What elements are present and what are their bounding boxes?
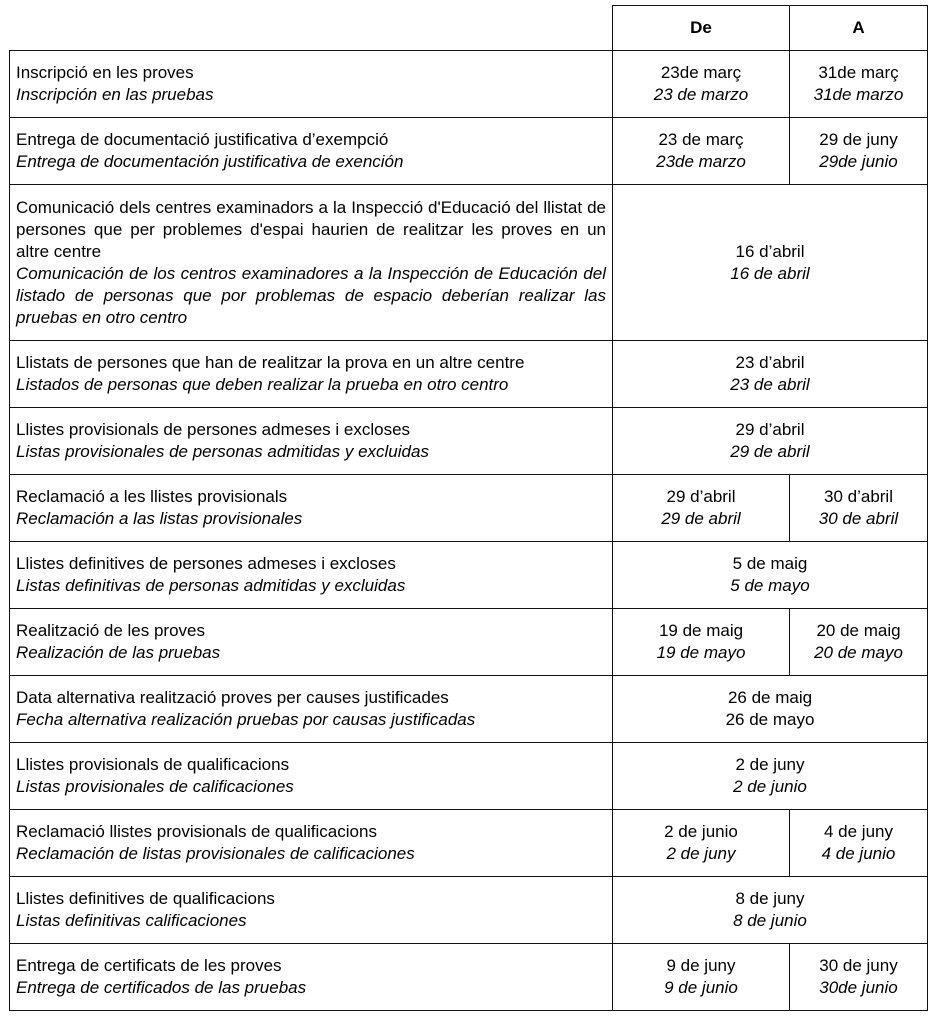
date-from: [613, 118, 790, 185]
date-from-spanish: 19 de mayo: [656, 643, 746, 662]
row-label: [10, 118, 613, 185]
date-spanish: 5 de mayo: [730, 576, 810, 595]
date-from-spanish: 9 de junio: [664, 978, 738, 997]
label-spanish: Listas provisionales de calificaciones: [16, 777, 294, 796]
date-to-spanish: 20 de mayo: [814, 643, 903, 662]
date-from: [613, 51, 790, 118]
date-from-spanish: 2 de juny: [666, 844, 736, 863]
label-catalan: Data alternativa realització proves per causes justificades: [16, 688, 449, 707]
date-single: [613, 877, 928, 944]
date-single: [613, 185, 928, 341]
date-spanish: 26 de mayo: [725, 710, 815, 729]
row-label: [10, 475, 613, 542]
label-catalan: Llistes provisionals de qualificacions: [16, 755, 290, 774]
label-spanish: Comunicación de los centros examinadores a la Inspección de Educación del listado de personas que por problemas de espacio deberían realizar las pruebas en otro centro: [16, 263, 606, 327]
label-spanish: Entrega de certificados de las pruebas: [16, 978, 307, 997]
date-from-spanish: 29 de abril: [661, 509, 741, 528]
label-catalan: Entrega de documentació justificativa d’exempció: [16, 130, 389, 149]
date-to-catalan: 4 de juny: [824, 822, 893, 841]
label-spanish: Listas definitivas calificaciones: [16, 911, 247, 930]
date-single: [613, 408, 928, 475]
header-row: [10, 6, 928, 51]
table-row: [10, 877, 928, 944]
label-catalan: Llistes definitives de qualificacions: [16, 889, 275, 908]
date-from-spanish: 23 de marzo: [653, 85, 749, 104]
date-from-catalan: 29 d’abril: [666, 487, 736, 506]
row-label: [10, 408, 613, 475]
table-row: [10, 676, 928, 743]
date-to-catalan: 29 de juny: [819, 130, 898, 149]
date-to: [790, 118, 928, 185]
date-from-catalan: 9 de juny: [666, 956, 736, 975]
date-catalan: 16 d’abril: [735, 241, 805, 261]
header-from: De: [613, 6, 790, 51]
table-row: [10, 475, 928, 542]
date-to-catalan: 30 d’abril: [824, 487, 893, 506]
date-from-catalan: 23 de març: [658, 130, 744, 149]
row-label: [10, 542, 613, 609]
date-single: [613, 743, 928, 810]
date-to-spanish: 4 de junio: [821, 844, 896, 863]
row-label: [10, 676, 613, 743]
date-from-catalan: 19 de maig: [658, 621, 744, 640]
label-spanish: Realización de las pruebas: [16, 643, 221, 662]
label-spanish: Inscripción en las pruebas: [16, 85, 214, 104]
date-catalan: 2 de juny: [735, 755, 805, 774]
date-from: [613, 609, 790, 676]
label-spanish: Listas definitivas de personas admitidas y excluidas: [16, 576, 406, 595]
date-from: [613, 944, 790, 1011]
table-row: [10, 51, 928, 118]
label-spanish: Entrega de documentación justificativa de exención: [16, 152, 404, 171]
label-catalan: Llistats de persones que han de realitzar la prova en un altre centre: [16, 353, 525, 372]
header-to: A: [790, 6, 928, 51]
date-catalan: 8 de juny: [735, 889, 805, 908]
date-spanish: 23 de abril: [730, 375, 810, 394]
row-label: [10, 185, 613, 341]
label-catalan: Reclamació llistes provisionals de qualificacions: [16, 822, 377, 841]
table-row: [10, 743, 928, 810]
date-spanish: 8 de junio: [733, 911, 807, 930]
date-single: [613, 676, 928, 743]
date-to: [790, 609, 928, 676]
date-single: [613, 341, 928, 408]
label-catalan: Reclamació a les llistes provisionals: [16, 487, 288, 506]
label-catalan: Inscripció en les proves: [16, 63, 194, 82]
row-label: [10, 51, 613, 118]
label-spanish: Listas provisionales de personas admitidas y excluidas: [16, 442, 429, 461]
table-row: [10, 609, 928, 676]
date-catalan: 29 d’abril: [735, 420, 805, 439]
date-to-spanish: 30de junio: [819, 978, 898, 997]
date-catalan: 5 de maig: [732, 554, 808, 573]
date-catalan: 26 de maig: [727, 688, 813, 707]
label-spanish: Listados de personas que deben realizar la prueba en otro centro: [16, 375, 509, 394]
table-row: [10, 944, 928, 1011]
label-catalan: Entrega de certificats de les proves: [16, 956, 282, 975]
date-single: [613, 542, 928, 609]
table-row: [10, 341, 928, 408]
date-to-spanish: 29de junio: [819, 152, 898, 171]
date-to-catalan: 31de març: [818, 63, 899, 82]
date-from-catalan: 23de març: [660, 63, 742, 82]
date-to-spanish: 31de marzo: [813, 85, 904, 104]
date-from: [613, 475, 790, 542]
label-spanish: Reclamación a las listas provisionales: [16, 509, 303, 528]
date-spanish: 29 de abril: [730, 442, 810, 461]
table-row: [10, 542, 928, 609]
row-label: [10, 609, 613, 676]
date-from-catalan: 2 de junio: [664, 822, 738, 841]
row-label: [10, 743, 613, 810]
date-to-spanish: 30 de abril: [818, 509, 899, 528]
row-label: [10, 341, 613, 408]
date-spanish: 16 de abril: [730, 263, 810, 283]
label-catalan: Comunicació dels centres examinadors a la Inspecció d'Educació del llistat de persones que per problemes d'espai haurien de realitzar les proves en un altre centre: [16, 197, 606, 261]
label-catalan: Llistes provisionals de persones admeses i excloses: [16, 420, 411, 439]
label-spanish: Reclamación de listas provisionales de calificaciones: [16, 844, 415, 863]
date-to: [790, 810, 928, 877]
calendar-table: [9, 5, 928, 1011]
table-row: [10, 185, 928, 341]
date-catalan: 23 d’abril: [735, 353, 805, 372]
label-catalan: Realització de les proves: [16, 621, 205, 640]
date-from: [613, 810, 790, 877]
date-to-catalan: 20 de maig: [816, 621, 901, 640]
table-row: [10, 810, 928, 877]
label-catalan: Llistes definitives de persones admeses i excloses: [16, 554, 396, 573]
header-blank-cell: [10, 6, 613, 51]
row-label: [10, 810, 613, 877]
row-label: [10, 877, 613, 944]
date-from-spanish: 23de marzo: [656, 152, 746, 171]
date-to-catalan: 30 de juny: [819, 956, 898, 975]
date-spanish: 2 de junio: [733, 777, 807, 796]
date-to: [790, 51, 928, 118]
table-row: [10, 408, 928, 475]
table-row: [10, 118, 928, 185]
label-spanish: Fecha alternativa realización pruebas por causas justificadas: [16, 710, 476, 729]
row-label: [10, 944, 613, 1011]
date-to: [790, 475, 928, 542]
date-to: [790, 944, 928, 1011]
